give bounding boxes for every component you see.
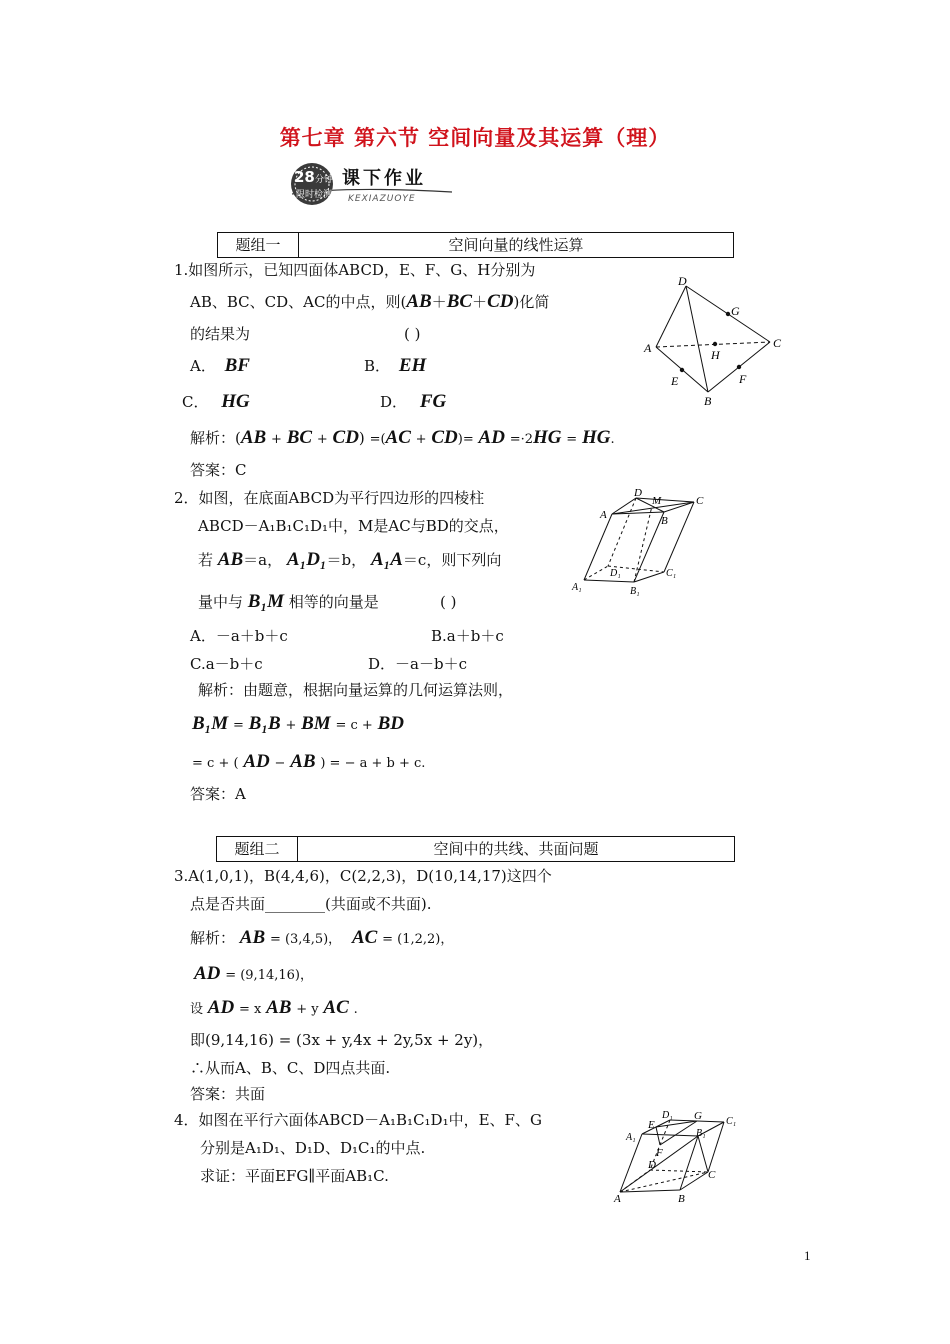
q1-option-c bbox=[182, 392, 250, 412]
vec-ab: AB bbox=[217, 549, 244, 570]
label-b1: B₁ bbox=[630, 586, 640, 597]
figure-prism bbox=[568, 486, 718, 598]
figure-parallelepiped bbox=[612, 1106, 746, 1206]
vec: AC bbox=[323, 997, 349, 1018]
label-b1: B₁ bbox=[696, 1128, 706, 1139]
op: ) bbox=[358, 429, 365, 447]
q1-line2-b: )化简 bbox=[513, 293, 550, 311]
q4-line3: 求证：平面EFG∥平面AB₁C. bbox=[200, 1167, 389, 1185]
op: + bbox=[285, 718, 297, 733]
value: = (1,2,2)， bbox=[382, 932, 454, 947]
q1-option-d bbox=[380, 392, 446, 412]
vec-ad: AD bbox=[194, 963, 221, 984]
op: = bbox=[566, 432, 578, 447]
banner-pinyin: KEXIAZUOYE bbox=[348, 194, 416, 204]
q2-solution-label: 解析：由题意，根据向量运算的几何运算法则， bbox=[198, 681, 514, 699]
q1-option-b bbox=[364, 356, 426, 376]
q1-option-a bbox=[190, 356, 250, 376]
vec: HG bbox=[581, 427, 611, 448]
q2-line2: ABCD－A₁B₁C₁D₁中，M是AC与BD的交点， bbox=[198, 517, 509, 535]
q1-answer-paren: ( ) bbox=[404, 325, 421, 343]
label-a: A bbox=[644, 341, 652, 355]
vec: CD bbox=[431, 427, 458, 448]
q3-line1: 3.A(1,0,1)，B(4,4,6)，C(2,2,3)，D(10,14,17)这四个 bbox=[174, 867, 552, 885]
q3-answer: 答案：共面 bbox=[190, 1085, 266, 1103]
q4-line2: 分别是A₁D₁、D₁D、D₁C₁的中点. bbox=[200, 1139, 426, 1157]
q2-line4 bbox=[198, 592, 379, 612]
vec: AB bbox=[266, 997, 292, 1018]
label-f: F bbox=[656, 1147, 663, 1159]
q3-line2: 点是否共面________(共面或不共面). bbox=[190, 895, 432, 913]
q2-option-c: C.a－b＋c bbox=[190, 655, 263, 673]
label-b: B bbox=[704, 394, 712, 408]
solution-label: 解析：( bbox=[190, 429, 241, 447]
vec: B₁B bbox=[248, 713, 281, 734]
vec: AB bbox=[290, 751, 316, 772]
label-g: G bbox=[694, 1110, 702, 1122]
label-m: M bbox=[652, 495, 662, 507]
label-c: C bbox=[708, 1169, 716, 1181]
q2-line3-c: ＝b， bbox=[326, 551, 367, 569]
vec-a1d1: A₁D₁ bbox=[286, 549, 327, 570]
q3-solution-line2 bbox=[194, 964, 313, 986]
group1-topic: 空间向量的线性运算 bbox=[448, 236, 584, 254]
label-d: D bbox=[678, 274, 687, 288]
label-c: C bbox=[696, 495, 704, 507]
vec-a1a: A₁A bbox=[370, 549, 403, 570]
vec-ab: AB bbox=[239, 927, 266, 948]
option-vector: FG bbox=[419, 391, 447, 412]
option-letter: B． bbox=[364, 357, 391, 375]
q2-line4-a: 量中与 bbox=[198, 593, 244, 611]
vec: CD bbox=[332, 427, 359, 448]
q2-answer: 答案：A bbox=[190, 785, 246, 803]
q2-line3 bbox=[198, 550, 501, 570]
group2-label: 题组二 bbox=[217, 837, 298, 861]
label-e: E bbox=[648, 1119, 655, 1131]
vec: AD bbox=[243, 751, 270, 772]
op: + bbox=[316, 432, 328, 447]
value: = (3,4,5)， bbox=[269, 932, 342, 947]
value: = (9,14,16)， bbox=[225, 968, 313, 983]
option-letter: D． bbox=[380, 393, 408, 411]
op: = c + ( bbox=[192, 756, 239, 771]
q3-solution-line3 bbox=[190, 998, 358, 1020]
op: + bbox=[415, 432, 427, 447]
vec-cd: CD bbox=[487, 291, 514, 312]
q2-line1: 2．如图，在底面ABCD为平行四边形的四棱柱 bbox=[174, 489, 485, 507]
q3-solution-line5: ∴从而A、B、C、D四点共面. bbox=[190, 1059, 391, 1077]
solution-label: 解析： bbox=[190, 929, 236, 947]
q2-option-a: A．－a＋b＋c bbox=[190, 627, 288, 645]
op: . bbox=[610, 432, 615, 447]
vec: AB bbox=[240, 427, 267, 448]
label-d: D bbox=[648, 1159, 656, 1171]
group1-label: 题组一 bbox=[218, 233, 299, 257]
label-d1: D₁ bbox=[610, 568, 621, 579]
label-a: A bbox=[614, 1193, 621, 1205]
badge-number: 28 bbox=[294, 168, 315, 186]
vec: AC bbox=[385, 427, 411, 448]
vec: HG bbox=[533, 427, 562, 448]
q1-line2-a: AB、BC、CD、AC的中点，则( bbox=[190, 293, 407, 311]
page-number: 1 bbox=[804, 1248, 811, 1263]
label-a1: A₁ bbox=[572, 582, 582, 593]
tetrahedron-svg bbox=[640, 274, 790, 410]
op: )= bbox=[457, 432, 474, 447]
option-vector: EH bbox=[398, 355, 427, 376]
q2-line3-d: ＝c，则下列向 bbox=[402, 551, 502, 569]
figure-tetrahedron bbox=[640, 274, 790, 410]
op: − bbox=[274, 756, 286, 771]
label-h: H bbox=[711, 348, 720, 362]
prism-svg bbox=[568, 486, 718, 598]
q2-option-b: B.a＋b＋c bbox=[431, 627, 504, 645]
op: = x bbox=[238, 1002, 262, 1017]
q2-option-d: D．－a－b＋c bbox=[368, 655, 467, 673]
q1-line2 bbox=[190, 292, 549, 312]
page-title: 第七章 第六节 空间向量及其运算（理） bbox=[279, 126, 671, 150]
vec: AD bbox=[207, 997, 235, 1018]
vec-b1m: B₁M bbox=[247, 591, 284, 612]
q1-line3: 的结果为 bbox=[190, 325, 251, 343]
q2-line4-b: 相等的向量是 bbox=[288, 593, 379, 611]
plus: ＋ bbox=[431, 293, 447, 311]
label-a: A bbox=[600, 509, 607, 521]
label-e: E bbox=[671, 374, 679, 388]
label-c: C bbox=[773, 336, 782, 350]
q2-solution-step1 bbox=[192, 714, 404, 736]
vec-bc: BC bbox=[446, 291, 473, 312]
label-b: B bbox=[661, 515, 668, 527]
group2-topic: 空间中的共线、共面问题 bbox=[433, 840, 599, 858]
label-d: D bbox=[634, 487, 642, 499]
group2-header bbox=[216, 836, 735, 862]
op: ) = − a + b + c. bbox=[320, 756, 426, 771]
option-letter: C． bbox=[182, 393, 209, 411]
q1-solution bbox=[190, 428, 615, 450]
q3-solution-line4: 即(9,14,16) = (3x + y,4x + 2y,5x + 2y)， bbox=[190, 1031, 494, 1049]
badge-label: 限时检测 bbox=[296, 190, 333, 200]
group1-header bbox=[217, 232, 734, 258]
vec: B₁M bbox=[192, 713, 229, 734]
op: =·2 bbox=[509, 432, 533, 447]
vec: BD bbox=[377, 713, 405, 734]
label-c1: C₁ bbox=[666, 568, 677, 579]
q2-line3-b: ＝a， bbox=[243, 551, 283, 569]
vec-ac: AC bbox=[351, 927, 378, 948]
op: = bbox=[232, 718, 244, 733]
text: 设 bbox=[190, 1002, 204, 1017]
op: + y bbox=[296, 1002, 319, 1017]
q4-line1: 4．如图在平行六面体ABCD－A₁B₁C₁D₁中，E、F、G bbox=[174, 1111, 542, 1129]
vec: BC bbox=[286, 427, 313, 448]
label-b: B bbox=[678, 1193, 685, 1205]
q2-answer-paren: ( ) bbox=[440, 593, 457, 611]
option-vector: HG bbox=[221, 391, 250, 412]
option-letter: A． bbox=[190, 357, 216, 375]
op: =( bbox=[369, 432, 386, 447]
vec-ab: AB bbox=[406, 291, 432, 312]
label-a1: A₁ bbox=[626, 1132, 636, 1143]
banner-title: 课下作业 bbox=[342, 168, 426, 189]
vec: BM bbox=[301, 713, 331, 734]
vec: AD bbox=[478, 427, 505, 448]
q2-line3-a: 若 bbox=[198, 551, 214, 569]
q2-solution-step2 bbox=[192, 752, 425, 774]
label-c1: C₁ bbox=[726, 1116, 737, 1127]
option-vector: BF bbox=[224, 355, 250, 376]
op: + bbox=[271, 432, 282, 447]
plus: ＋ bbox=[472, 293, 488, 311]
label-f: F bbox=[739, 372, 747, 386]
q1-answer: 答案：C bbox=[190, 461, 247, 479]
q3-solution-line1 bbox=[190, 928, 453, 950]
label-g: G bbox=[731, 304, 740, 318]
parallelepiped-svg bbox=[612, 1106, 746, 1206]
op: = c + bbox=[335, 718, 373, 733]
op: . bbox=[353, 1002, 358, 1017]
badge-unit: 分钟 bbox=[315, 175, 334, 185]
q1-line1: 1.如图所示，已知四面体ABCD，E、F、G、H分别为 bbox=[174, 261, 536, 279]
homework-banner bbox=[284, 160, 454, 206]
label-d1: D₁ bbox=[662, 1110, 673, 1121]
